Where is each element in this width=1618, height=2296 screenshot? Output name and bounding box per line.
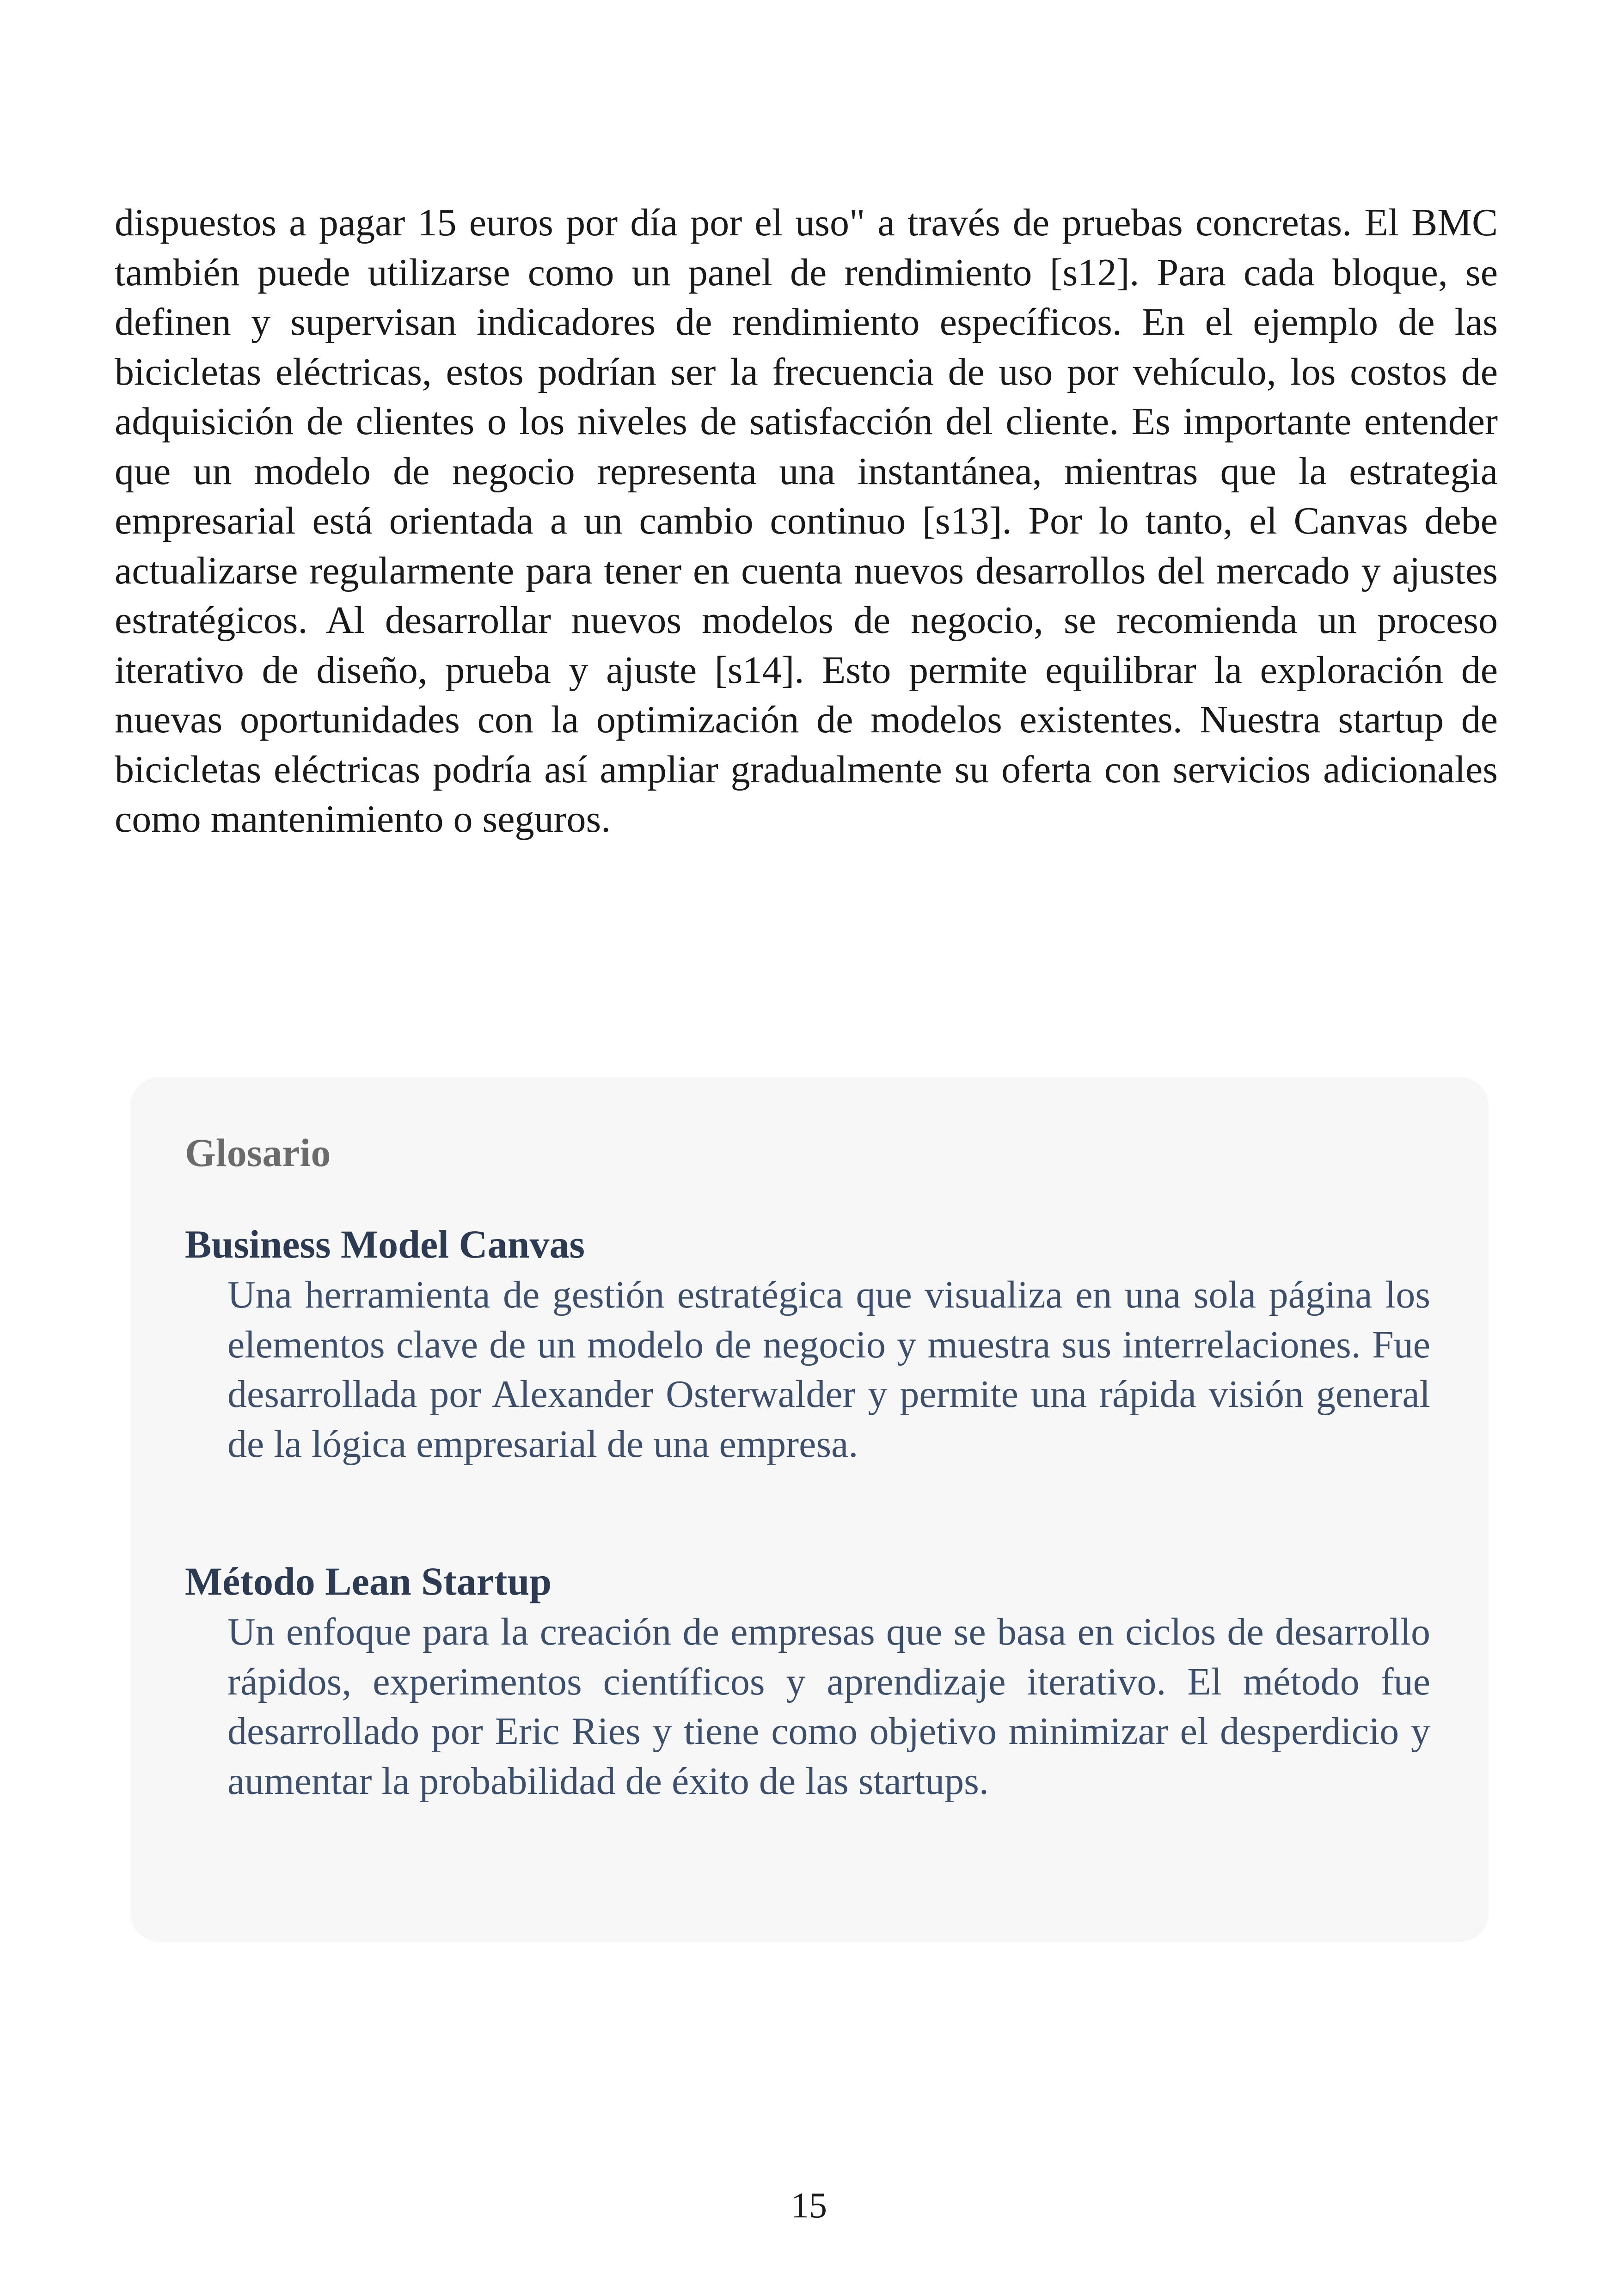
glossary-definition-business-model-canvas: Una herramienta de gestión estratégica que visualiza en una sola página los elementos clave de un modelo de negocio y muestra sus interrelaciones. Fue desarrollada por Alexander Osterwalder y permite una rápida visión general de la lógica empresarial de una empresa. bbox=[227, 1273, 1430, 1466]
glossary-definition-lean-startup: Un enfoque para la creación de empresas que se basa en ciclos de desarrollo rápidos, experimentos científicos y aprendizaje iterativo. El método fue desarrollado por Eric Ries y tiene como objetivo minimizar el desperdicio y aumentar la probabilidad de éxito de las startups. bbox=[227, 1610, 1430, 1803]
glossary-box bbox=[130, 1077, 1489, 1942]
glossary-term-business-model-canvas: Business Model Canvas bbox=[185, 1222, 585, 1266]
glossary-title: Glosario bbox=[185, 1130, 331, 1175]
body-paragraph: dispuestos a pagar 15 euros por día por el uso" a través de pruebas concretas. El BMC también puede utilizarse como un panel de rendimiento [s12]. Para cada bloque, se definen y supervisan indicadores de rendimiento específicos. En el ejemplo de las bicicletas eléctricas, estos podrían ser la frecuencia de uso por vehículo, los costos de adquisición de clientes o los niveles de satisfacción del cliente. Es importante entender que un modelo de negocio representa una instantánea, mientras que la estrategia empresarial está orientada a un cambio continuo [s13]. Por lo tanto, el Canvas debe actualizarse regularmente para tener en cuenta nuevos desarrollos del mercado y ajustes estratégicos. Al desarrollar nuevos modelos de negocio, se recomienda un proceso iterativo de diseño, prueba y ajuste [s14]. Esto permite equilibrar la exploración de nuevas oportunidades con la optimización de modelos existentes. Nuestra startup de bicicletas eléctricas podría así ampliar gradualmente su oferta con servicios adicionales como mantenimiento o seguros. bbox=[115, 201, 1498, 841]
page-number: 15 bbox=[791, 2185, 827, 2225]
glossary-term-lean-startup: Método Lean Startup bbox=[185, 1559, 552, 1603]
